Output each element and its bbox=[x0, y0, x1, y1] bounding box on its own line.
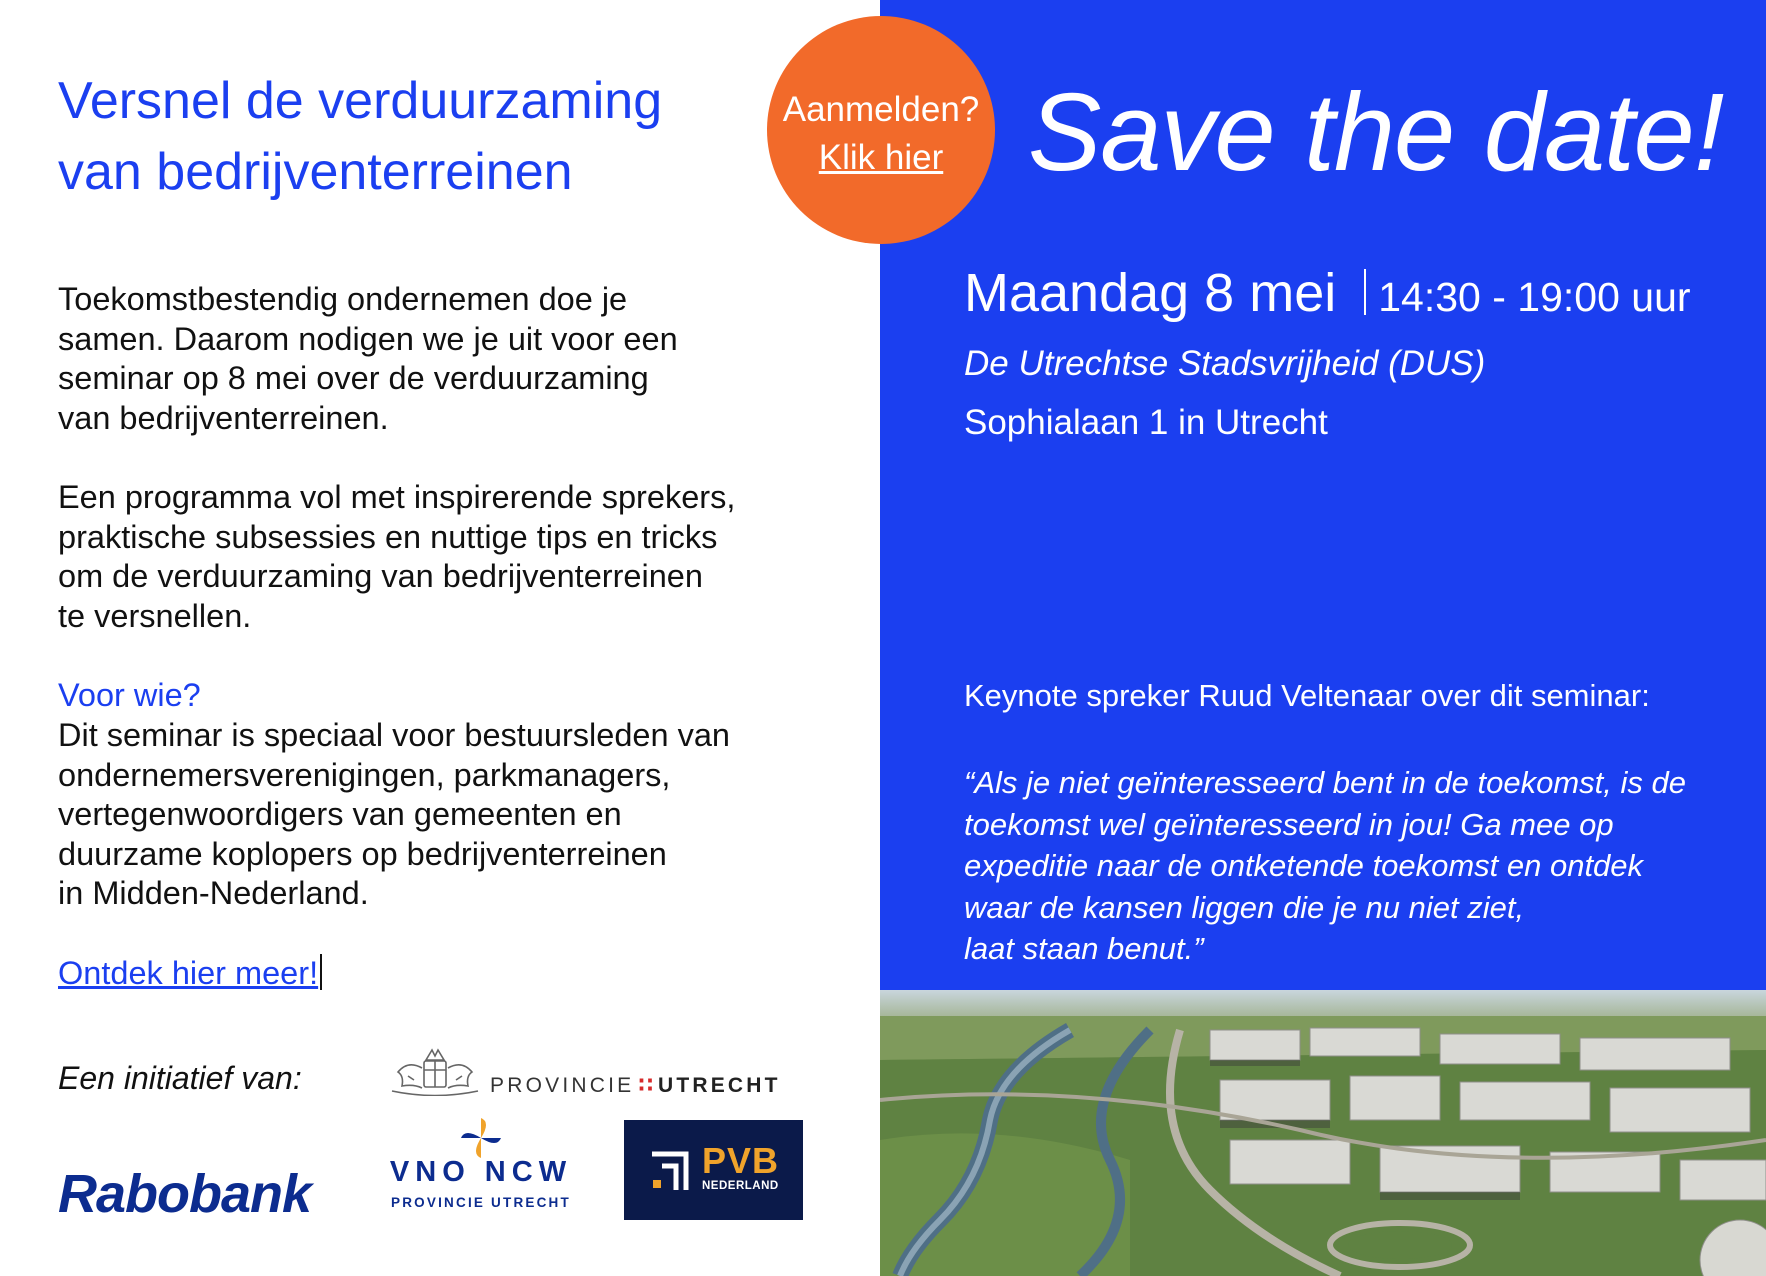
provincie-crest-icon bbox=[388, 1046, 482, 1096]
vno-ncw-logo bbox=[388, 1116, 574, 1210]
provincie-utrecht-logo bbox=[490, 1073, 781, 1098]
text-line: samen. Daarom nodigen we je uit voor een bbox=[58, 320, 678, 357]
aerial-photo-illustration bbox=[880, 990, 1766, 1276]
text-line: in Midden-Nederland. bbox=[58, 875, 369, 911]
keynote-intro: Keynote spreker Ruud Veltenaar over dit seminar: bbox=[964, 678, 1650, 713]
keynote-quote bbox=[964, 762, 1744, 970]
pvb-bracket-icon bbox=[650, 1150, 694, 1194]
register-link[interactable]: Klik hier bbox=[818, 138, 944, 177]
quote-line: waar de kansen liggen die je nu niet ziet, bbox=[964, 889, 1525, 925]
left-panel bbox=[0, 0, 880, 1276]
provincie-word: PROVINCIE bbox=[490, 1074, 635, 1097]
vno-ncw-title: VNO NCW bbox=[389, 1156, 573, 1188]
headline-line: Versnel de verduurzaming bbox=[58, 72, 663, 130]
text-line: Toekomstbestendig ondernemen doe je bbox=[58, 281, 628, 317]
text-line: ondernemersverenigingen, parkmanagers, bbox=[58, 756, 671, 793]
provincie-separator-icon: ∷ bbox=[638, 1074, 654, 1097]
initiatief-label: Een initiatief van: bbox=[58, 1060, 302, 1096]
programma-paragraph bbox=[58, 478, 818, 636]
pvb-subtitle: NEDERLAND bbox=[702, 1180, 779, 1192]
vno-ncw-pinwheel-icon bbox=[459, 1116, 503, 1160]
text-line: Dit seminar is speciaal voor bestuursleden van bbox=[58, 717, 730, 753]
ontdek-meer-link[interactable] bbox=[58, 953, 322, 993]
intro-paragraph bbox=[58, 280, 818, 438]
quote-line: “Als je niet geïnteresseerd bent in de toekomst, is de bbox=[964, 765, 1687, 800]
ontdek-link-text: Ontdek hier meer! bbox=[58, 955, 319, 991]
text-line: Een programma vol met inspirerende sprekers, bbox=[58, 479, 736, 515]
text-line: vertegenwoordigers van gemeenten en bbox=[58, 796, 622, 832]
quote-line: laat staan benut.” bbox=[964, 931, 1204, 966]
rabobank-logo: Rabobank bbox=[58, 1164, 312, 1224]
text-line: seminar op 8 mei over de verduurzaming bbox=[58, 360, 649, 396]
text-line: te versnellen. bbox=[58, 597, 252, 634]
utrecht-word: UTRECHT bbox=[657, 1074, 781, 1097]
quote-line: toekomst wel geïnteresseerd in jou! Ga mee op bbox=[964, 806, 1614, 842]
headline-line: van bedrijventerreinen bbox=[58, 143, 573, 201]
quote-line: expeditie naar de ontketende toekomst en ontdek bbox=[964, 848, 1644, 883]
event-date: Maandag 8 mei bbox=[964, 263, 1337, 323]
pvb-nederland-logo bbox=[624, 1120, 803, 1220]
save-the-date-heading: Save the date! bbox=[1028, 71, 1724, 194]
pvb-name: PVB bbox=[702, 1140, 780, 1181]
aerial-photo-business-park bbox=[880, 990, 1766, 1276]
event-panel bbox=[880, 0, 1766, 990]
text-line: praktische subsessies en nuttige tips en tricks bbox=[58, 518, 718, 555]
event-venue: De Utrechtse Stadsvrijheid (DUS) bbox=[964, 344, 1486, 383]
event-date-time bbox=[964, 262, 1691, 324]
event-address: Sophialaan 1 in Utrecht bbox=[964, 403, 1328, 442]
text-line: om de verduurzaming van bedrijventerreinen bbox=[58, 558, 703, 594]
register-question: Aanmelden? bbox=[782, 90, 980, 129]
date-time-divider bbox=[1364, 269, 1366, 315]
voor-wie-paragraph bbox=[58, 716, 818, 914]
register-button[interactable] bbox=[767, 16, 995, 244]
text-cursor bbox=[320, 954, 322, 990]
voor-wie-heading: Voor wie? bbox=[58, 677, 201, 713]
text-line: duurzame koplopers op bedrijventerreinen bbox=[58, 835, 667, 872]
event-time: 14:30 - 19:00 uur bbox=[1378, 274, 1691, 320]
text-line: van bedrijventerreinen. bbox=[58, 399, 389, 436]
vno-ncw-subtitle: PROVINCIE UTRECHT bbox=[391, 1195, 571, 1210]
headline bbox=[58, 66, 758, 208]
